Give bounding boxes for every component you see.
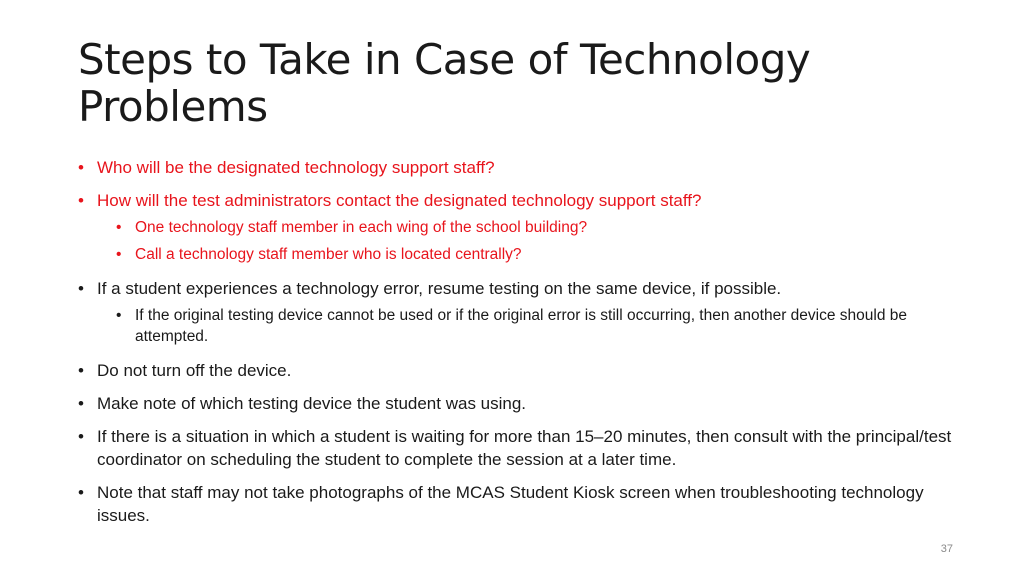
bullet-marker: •: [78, 191, 84, 210]
sub-bullet-text: Call a technology staff member who is located centrally?: [135, 246, 522, 263]
bullet-marker: •: [78, 394, 84, 413]
bullet-marker: •: [78, 158, 84, 177]
sub-bullet-item: [116, 305, 938, 347]
bullet-item: [78, 156, 958, 179]
bullet-text: How will the test administrators contact the designated technology support staff?: [97, 191, 702, 210]
bullet-marker: •: [116, 307, 122, 324]
sub-bullet-item: [116, 244, 958, 265]
bullet-text: Who will be the designated technology support staff?: [97, 158, 495, 177]
bullet-marker: •: [78, 279, 84, 298]
page-number: 37: [940, 543, 953, 555]
bullet-marker: •: [78, 361, 84, 380]
bullet-item: [78, 481, 958, 527]
bullet-item: [78, 425, 958, 471]
bullet-text: Make note of which testing device the student was using.: [97, 394, 527, 413]
bullet-text: If a student experiences a technology error, resume testing on the same device, if possible.: [97, 279, 782, 298]
bullet-marker: •: [78, 483, 84, 502]
bullet-text: If there is a situation in which a student is waiting for more than 15–20 minutes, then consult with the principal/test coordinator on scheduling the student to complete the session at a later time.: [97, 427, 952, 469]
sub-bullet-text: If the original testing device cannot be used or if the original error is still occurring, then another device should be attempted.: [135, 307, 907, 345]
bullet-item: [78, 189, 958, 212]
bullet-marker: •: [116, 246, 122, 263]
sub-bullet-item: [116, 217, 958, 238]
bullet-marker: •: [78, 427, 84, 446]
bullet-item: [78, 359, 958, 382]
bullet-text: Note that staff may not take photographs of the MCAS Student Kiosk screen when troubleshooting technology issues.: [97, 483, 924, 525]
bullet-item: [78, 392, 958, 415]
bullet-text: Do not turn off the device.: [97, 361, 292, 380]
slide-title: Steps to Take in Case of Technology Problems: [78, 35, 811, 131]
bullet-marker: •: [116, 219, 122, 236]
bullet-item: [78, 277, 958, 300]
sub-bullet-text: One technology staff member in each wing of the school building?: [135, 219, 588, 236]
slide-body: [78, 156, 958, 537]
